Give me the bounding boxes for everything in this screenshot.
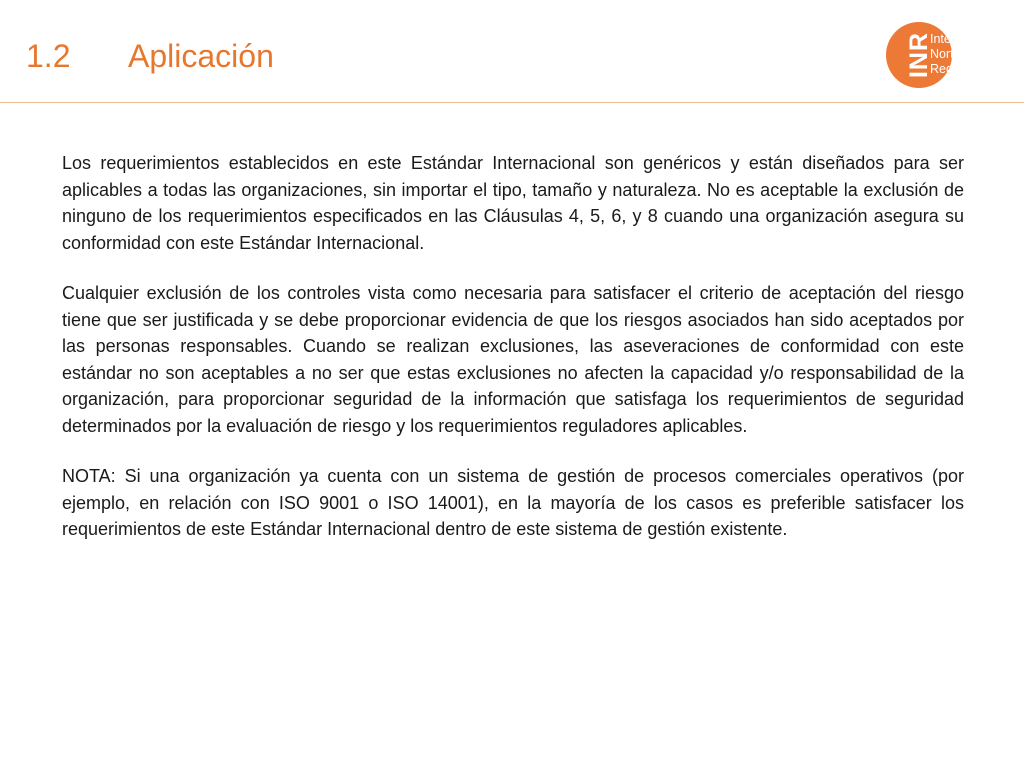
- logo-mark: INR: [905, 31, 933, 79]
- section-number: 1.2: [26, 38, 71, 74]
- header-divider: [0, 102, 1024, 103]
- logo-line-1: International: [930, 32, 999, 46]
- paragraph-note: NOTA: Si una organización ya cuenta con un sistema de gestión de procesos comerciales operativos (por ejemplo, en relación con ISO 9001 o ISO 14001), en la mayoría de los casos es preferible satisfacer los requerimientos de este Estándar Internacional dentro de este sistema de gestión existente.: [62, 466, 964, 539]
- body-text: [62, 150, 964, 567]
- page-title: [26, 32, 274, 80]
- section-title: Aplicación: [128, 38, 274, 74]
- paragraph-2: Cualquier exclusión de los controles vista como necesaria para satisfacer el criterio de aceptación del riesgo tiene que ser justificada y se debe proporcionar evidencia de que los riesgos asociados han sido aceptados por las personas responsables. Cuando se realizan exclusiones, las aseveraciones de conformidad con este estándar no son aceptables a no ser que estas exclusiones no afecten la capacidad y/o responsabilidad de la organización, para proporcionar seguridad de la información que satisfaga los requerimientos de seguridad determinados por la evaluación de riesgo y los requerimientos reguladores aplicables.: [62, 283, 964, 436]
- logo-line-3: Registrar: [930, 62, 981, 76]
- paragraph-1: Los requerimientos establecidos en este Estándar Internacional son genéricos y están diseñados para ser aplicables a todas las organizaciones, sin importar el tipo, tamaño y naturaleza. No es aceptable la exclusión de ninguno de los requerimientos especificados en las Cláusulas 4, 5, 6, y 8 cuando una organización asegura su conformidad con este Estándar Internacional.: [62, 153, 964, 253]
- logo-wordmark: [930, 32, 999, 77]
- logo-line-2: Northern: [930, 47, 979, 61]
- inr-logo: [886, 22, 1016, 92]
